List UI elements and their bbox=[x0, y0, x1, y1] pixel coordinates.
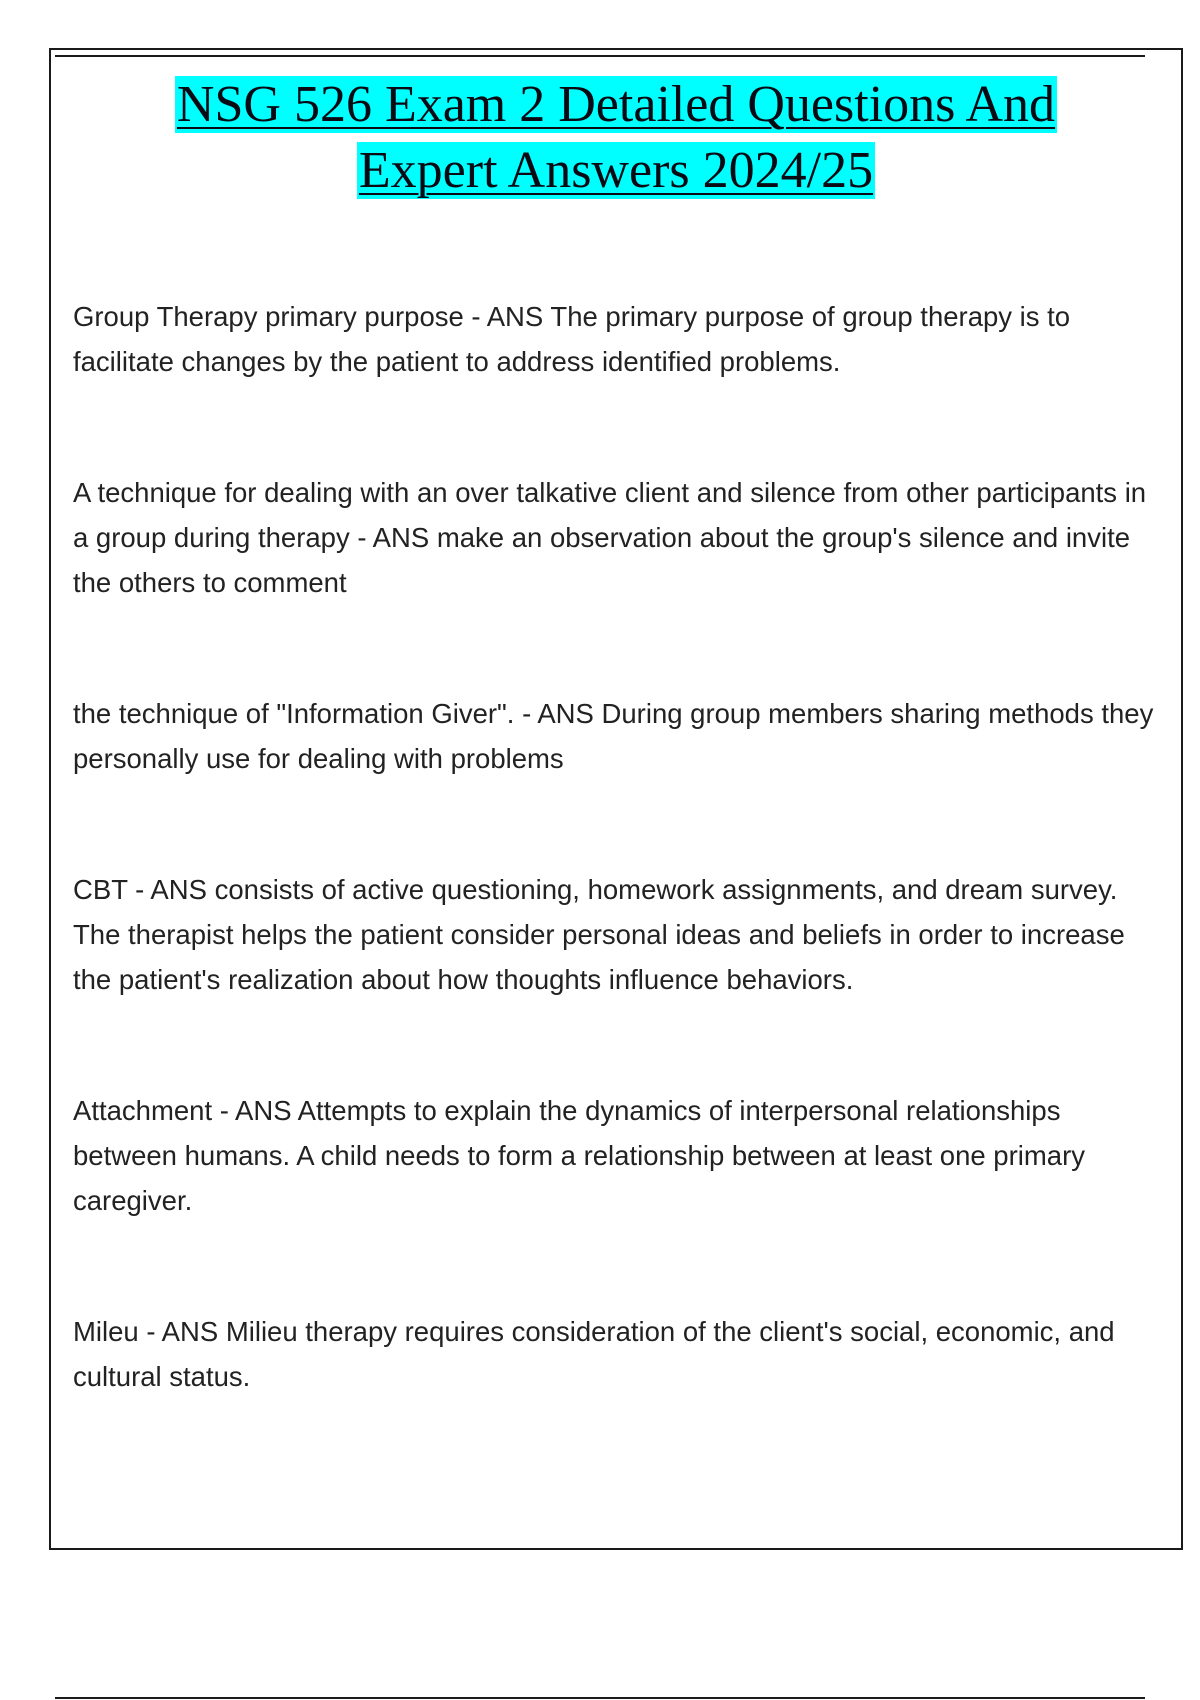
qa-item-milieu: Mileu - ANS Milieu therapy requires consideration of the client's social, economic, and cultural status. bbox=[73, 1316, 1115, 1392]
qa-item-information-giver: the technique of "Information Giver". - ANS During group members sharing methods they personally use for dealing with problems bbox=[73, 698, 1154, 774]
title-line-1: NSG 526 Exam 2 Detailed Questions And bbox=[176, 76, 1056, 133]
qa-item-group-therapy: Group Therapy primary purpose - ANS The primary purpose of group therapy is to facilitate changes by the patient to address identified problems. bbox=[73, 301, 1071, 377]
qa-item-attachment: Attachment - ANS Attempts to explain the dynamics of interpersonal relationships between humans. A child needs to form a relationship between at least one primary caregiver. bbox=[73, 1095, 1085, 1216]
document-title bbox=[49, 72, 1183, 204]
qa-list bbox=[73, 294, 1163, 1485]
bottom-rule bbox=[55, 1697, 1145, 1699]
qa-item-talkative-client: A technique for dealing with an over talkative client and silence from other participants in a group during therapy - ANS make an observation about the group's silence and invite the others to comment bbox=[73, 477, 1147, 598]
top-rule bbox=[55, 55, 1145, 57]
title-line-2: Expert Answers 2024/25 bbox=[358, 142, 874, 199]
qa-item-cbt: CBT - ANS consists of active questioning, homework assignments, and dream survey. The therapist helps the patient consider personal ideas and beliefs in order to increase the patient's realization about how thoughts influence behaviors. bbox=[73, 874, 1125, 995]
